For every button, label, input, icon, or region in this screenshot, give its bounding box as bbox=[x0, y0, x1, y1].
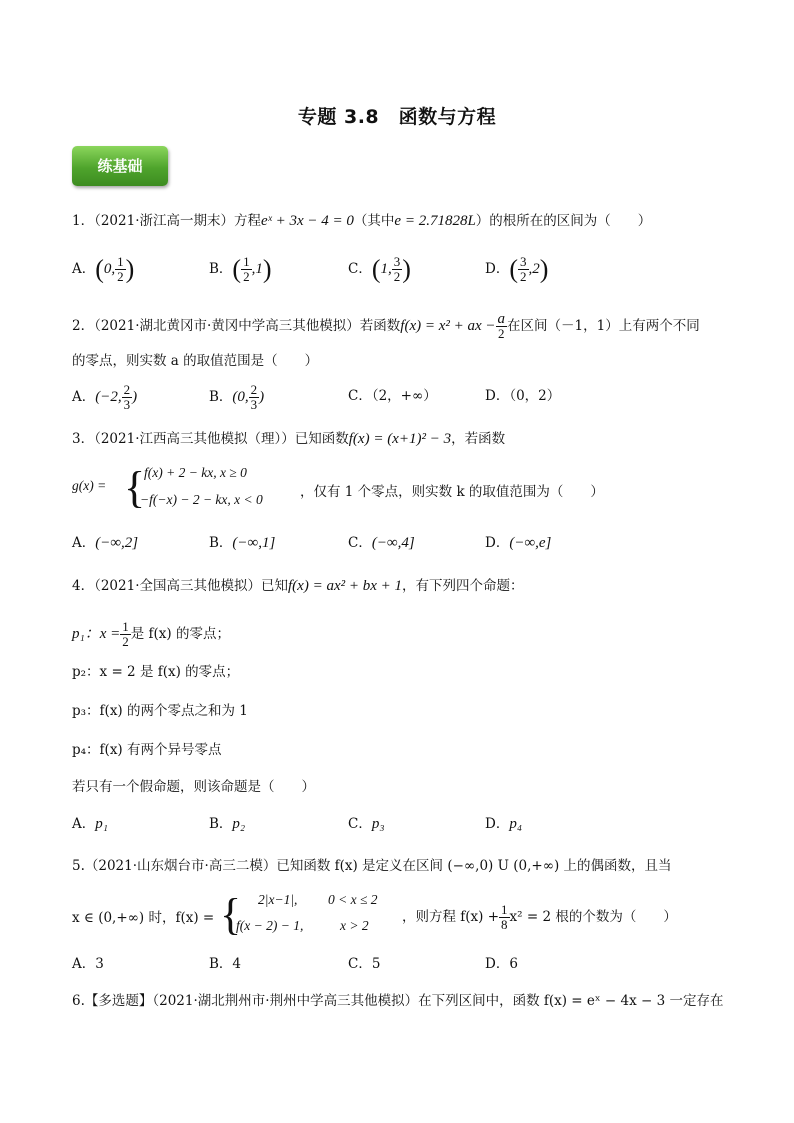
q5-lead: x ∈ (0,+∞) 时，f(x) = bbox=[72, 910, 215, 926]
q1-stem-a: 1．（2021·浙江高一期末）方程 bbox=[72, 213, 261, 229]
q5-tail-b: x² = 2 根的个数为（ ） bbox=[509, 909, 677, 925]
q6-line1: 6.【多选题】（2021·湖北荆州市·荆州中学高三其他模拟）在下列区间中，函数 f(x) = eˣ − 4x − 3 一定存在 bbox=[72, 993, 724, 1009]
option-text: （0，2） bbox=[509, 388, 561, 404]
option-label: A． bbox=[72, 816, 96, 832]
q5-option-a[interactable] bbox=[72, 951, 104, 977]
frac-den: 2 bbox=[498, 326, 505, 341]
option-label: D． bbox=[485, 261, 510, 277]
q4-line1 bbox=[72, 575, 732, 597]
q2-stem-a: 2．（2021·湖北黄冈市·黄冈中学高三其他模拟）若函数 bbox=[72, 318, 401, 334]
option-label: D． bbox=[485, 388, 510, 404]
option-text: (−∞,e] bbox=[509, 535, 552, 551]
q5-brace: { bbox=[220, 890, 242, 939]
q5-option-d[interactable] bbox=[485, 951, 518, 977]
q5-case-2-expr: f(x − 2) − 1, bbox=[236, 918, 304, 933]
q4-stem-a: 4．（2021·全国高三其他模拟）已知 bbox=[72, 578, 288, 594]
q4-option-b[interactable] bbox=[209, 811, 245, 837]
q4-function: f(x) = ax² + bx + 1 bbox=[288, 578, 402, 594]
option-text: (−∞,2] bbox=[95, 535, 139, 551]
q1-option-d[interactable]: D．( $\frac{3}{2}$ ,2) bbox=[485, 254, 549, 284]
frac-den: 3 bbox=[250, 397, 258, 412]
q3-function: f(x) = (x+1)² − 3 bbox=[348, 431, 452, 447]
q1-e-value: e = 2.71828L bbox=[394, 213, 476, 229]
option-label: C． bbox=[348, 261, 372, 277]
option-text: 6 bbox=[509, 956, 518, 972]
frac-num: 1 bbox=[117, 254, 124, 269]
q5-option-c[interactable] bbox=[348, 951, 380, 977]
q3-option-c[interactable] bbox=[348, 530, 415, 556]
q2-line2: 的零点，则实数 a 的取值范围是（ ） bbox=[72, 353, 319, 369]
q5-line1: 5.（2021·山东烟台市·高三二模）已知函数 f(x) 是定义在区间 (−∞,0) U (0,+∞) 上的偶函数，且当 bbox=[72, 858, 672, 874]
option-text: (−∞,1] bbox=[232, 535, 276, 551]
q3-stem-tail: ，仅有 1 个零点，则实数 k 的取值范围为（ ） bbox=[300, 484, 604, 500]
q4-ask: 若只有一个假命题，则该命题是（ ） bbox=[72, 779, 315, 795]
frac-den: 3 bbox=[123, 397, 131, 412]
q3-case-1: f(x) + 2 − kx, x ≥ 0 bbox=[144, 465, 247, 480]
q4-p4: p₄：f(x) 有两个异号零点 bbox=[72, 742, 222, 758]
q1-stem bbox=[72, 210, 732, 232]
q3-option-d[interactable] bbox=[485, 530, 551, 556]
q2-line1 bbox=[72, 312, 732, 341]
q5-case-1-cond: 0 < x ≤ 2 bbox=[328, 892, 378, 907]
q5-case-1-expr: 2|x−1|, bbox=[258, 892, 298, 907]
q2-stem-b: 在区间（－1，1）上有两个不同 bbox=[507, 318, 700, 334]
frac-den: 2 bbox=[243, 269, 250, 284]
option-text: p₄ bbox=[509, 816, 523, 832]
option-label: C． bbox=[348, 816, 372, 832]
frac-den: 2 bbox=[122, 634, 129, 649]
q4-option-c[interactable] bbox=[348, 811, 385, 837]
q4-p1 bbox=[72, 620, 732, 649]
q5-options bbox=[72, 951, 732, 979]
option-label: B． bbox=[209, 816, 233, 832]
section-badge: 练基础 bbox=[72, 146, 168, 186]
q4-option-a[interactable] bbox=[72, 811, 108, 837]
option-label: A． bbox=[72, 261, 96, 277]
option-text: p₂ bbox=[232, 816, 246, 832]
option-label: B． bbox=[209, 956, 233, 972]
q5-case-2-cond: x > 2 bbox=[340, 918, 369, 933]
q3-stem-b: ，若函数 bbox=[451, 431, 506, 447]
q1-option-b[interactable]: B．( $\frac{1}{2}$ ,1) bbox=[209, 254, 272, 284]
q5-option-b[interactable] bbox=[209, 951, 241, 977]
q4-options bbox=[72, 811, 732, 839]
q2-option-b[interactable]: B．(0, $\frac{2}{3}$ ) bbox=[209, 382, 265, 412]
option-label: A． bbox=[72, 956, 96, 972]
option-label: D． bbox=[485, 816, 510, 832]
q4-p2: p₂：x = 2 是 f(x) 的零点； bbox=[72, 664, 240, 680]
option-text: （2，+∞） bbox=[371, 388, 437, 404]
option-label: C． bbox=[348, 388, 372, 404]
option-label: C． bbox=[348, 956, 372, 972]
q3-brace: { bbox=[124, 463, 146, 512]
option-text: ,2 bbox=[528, 261, 540, 277]
option-label: B． bbox=[209, 261, 233, 277]
q1-stem-b: （其中 bbox=[353, 213, 395, 229]
q3-options bbox=[72, 530, 732, 558]
q3-case-2: −f(−x) − 2 − kx, x < 0 bbox=[140, 492, 263, 507]
option-label: D． bbox=[485, 535, 510, 551]
option-label: C． bbox=[348, 535, 372, 551]
option-text: (0, bbox=[232, 389, 249, 405]
q5-tail bbox=[402, 903, 677, 932]
q4-option-d[interactable] bbox=[485, 811, 522, 837]
q1-option-a[interactable]: A．(0, $\frac{1}{2}$ ) bbox=[72, 254, 135, 284]
option-text: 0, bbox=[103, 261, 116, 277]
option-label: B． bbox=[209, 389, 233, 405]
frac-num: 1 bbox=[501, 902, 508, 917]
option-label: D． bbox=[485, 956, 510, 972]
page-title: 专题 3.8 函数与方程 bbox=[297, 106, 497, 128]
q2-option-d[interactable] bbox=[485, 383, 560, 409]
q3-g-lhs: g(x) = bbox=[72, 478, 107, 493]
p1-tail: 是 f(x) 的零点； bbox=[130, 626, 230, 642]
q2-options bbox=[72, 383, 732, 411]
frac-den: 8 bbox=[501, 917, 508, 932]
q1-options bbox=[72, 255, 732, 283]
option-text: 4 bbox=[232, 956, 242, 972]
option-text: ,1 bbox=[251, 261, 263, 277]
q2-option-c[interactable] bbox=[348, 383, 437, 409]
frac-den: 2 bbox=[393, 269, 401, 284]
q4-p3: p₃：f(x) 的两个零点之和为 1 bbox=[72, 703, 248, 719]
frac-den: 2 bbox=[520, 269, 527, 284]
option-text: 1, bbox=[380, 261, 392, 277]
option-label: B． bbox=[209, 535, 233, 551]
frac-num: 3 bbox=[520, 254, 527, 269]
frac-num: 1 bbox=[243, 254, 250, 269]
q5-tail-a: ，则方程 f(x) + bbox=[402, 909, 500, 925]
q1-stem-c: ）的根所在的区间为（ ） bbox=[475, 213, 652, 229]
option-text: (−∞,4] bbox=[371, 535, 415, 551]
option-label: A． bbox=[72, 535, 96, 551]
q3-stem-a: 3．（2021·江西高三其他模拟（理））已知函数 bbox=[72, 431, 349, 447]
q2-function: f(x) = x² + ax − bbox=[400, 318, 496, 334]
frac-num: 3 bbox=[393, 254, 401, 269]
q3-option-b[interactable] bbox=[209, 530, 275, 556]
option-text: (−2, bbox=[95, 389, 122, 405]
frac-num: a bbox=[497, 311, 506, 327]
q2-option-a[interactable]: A．(−2, $\frac{2}{3}$ ) bbox=[72, 382, 138, 412]
option-label: A． bbox=[72, 389, 96, 405]
frac-den: 2 bbox=[117, 269, 124, 284]
frac-num: 2 bbox=[250, 382, 258, 397]
option-text: 5 bbox=[371, 956, 381, 972]
q3-line1 bbox=[72, 428, 732, 450]
frac-num: 2 bbox=[123, 382, 131, 397]
q1-option-c[interactable]: C．(1, $\frac{3}{2}$ ) bbox=[348, 254, 411, 284]
option-text: p₁ bbox=[95, 816, 108, 832]
frac-num: 1 bbox=[122, 619, 129, 634]
option-text: 3 bbox=[95, 956, 104, 972]
q3-option-a[interactable] bbox=[72, 530, 138, 556]
p1-lead: p₁：x = bbox=[72, 626, 121, 642]
option-text: p₃ bbox=[371, 816, 385, 832]
q4-stem-b: ，有下列四个命题： bbox=[402, 578, 524, 594]
q1-equation: eˣ + 3x − 4 = 0 bbox=[261, 213, 354, 229]
